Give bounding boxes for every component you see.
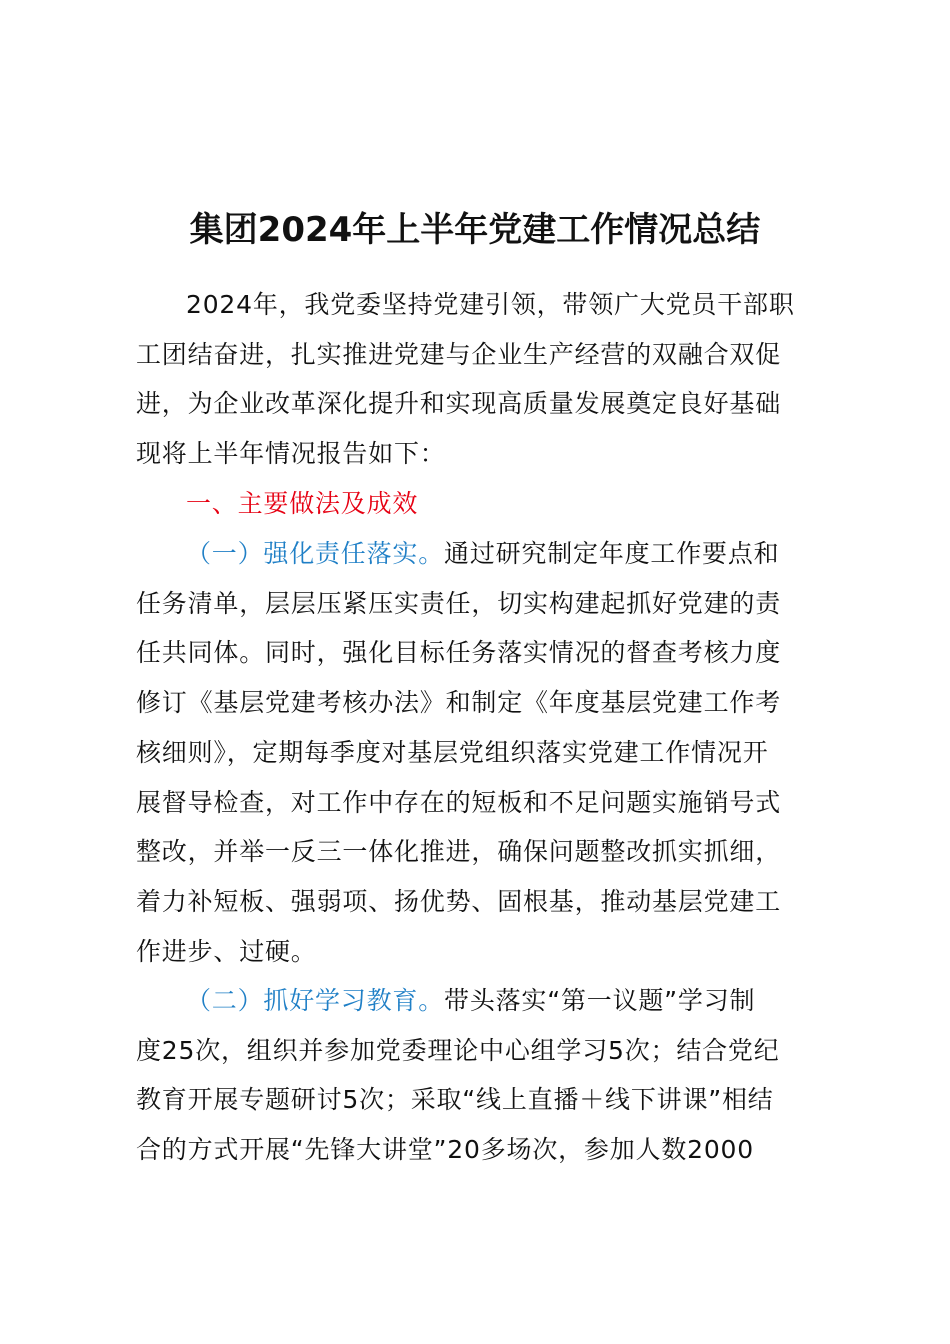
subsection-2-paragraph bbox=[136, 976, 856, 1175]
text-line: 任共同体。同时，强化目标任务落实情况的督查考核力度 bbox=[136, 638, 782, 668]
text-line: 修订《基层党建考核办法》和制定《年度基层党建工作考 bbox=[136, 688, 782, 718]
text-line-rest: 带头落实“第一议题”学习制 bbox=[444, 986, 756, 1015]
subsection-lead: （二）抓好学习教育。 bbox=[186, 986, 445, 1015]
text-line: 着力补短板、强弱项、扬优势、固根基，推动基层党建工 bbox=[136, 886, 782, 916]
text-line: 合的方式开展“先锋大讲堂”20多场次，参加人数2000 bbox=[136, 1135, 754, 1165]
subsection-1-paragraph bbox=[136, 529, 856, 976]
text-line: 作进步、过硬。 bbox=[136, 936, 317, 966]
text-line: 现将上半年情况报告如下： bbox=[136, 439, 446, 469]
text-line: 教育开展专题研讨5次；采取“线上直播＋线下讲课”相结 bbox=[136, 1085, 774, 1115]
text-line: 整改，并举一反三一体化推进，确保问题整改抓实抓细， bbox=[136, 837, 782, 867]
text-line: 进，为企业改革深化提升和实现高质量发展奠定良好基础 bbox=[136, 389, 782, 419]
text-line: 展督导检查，对工作中存在的短板和不足问题实施销号式 bbox=[136, 787, 782, 817]
text-line: 任务清单，层层压紧压实责任，切实构建起抓好党建的责 bbox=[136, 588, 782, 618]
text-line: 2024年，我党委坚持党建引领，带领广大党员干部职 bbox=[186, 290, 795, 319]
section-heading-text: 一、主要做法及成效 bbox=[186, 489, 419, 518]
document-title: 集团2024年上半年党建工作情况总结 bbox=[189, 210, 761, 250]
text-line: 工团结奋进，扎实推进党建与企业生产经营的双融合双促 bbox=[136, 339, 782, 369]
text-line bbox=[136, 529, 856, 579]
text-line-rest: 通过研究制定年度工作要点和 bbox=[444, 539, 780, 568]
text-line bbox=[136, 976, 856, 1026]
subsection-lead: （一）强化责任落实。 bbox=[186, 539, 445, 568]
text-line: 核细则》，定期每季度对基层党组织落实党建工作情况开 bbox=[136, 737, 769, 767]
section-heading bbox=[136, 479, 856, 529]
text-line: 度25次，组织并参加党委理论中心组学习5次；结合党纪 bbox=[136, 1035, 780, 1065]
intro-paragraph bbox=[136, 280, 856, 479]
